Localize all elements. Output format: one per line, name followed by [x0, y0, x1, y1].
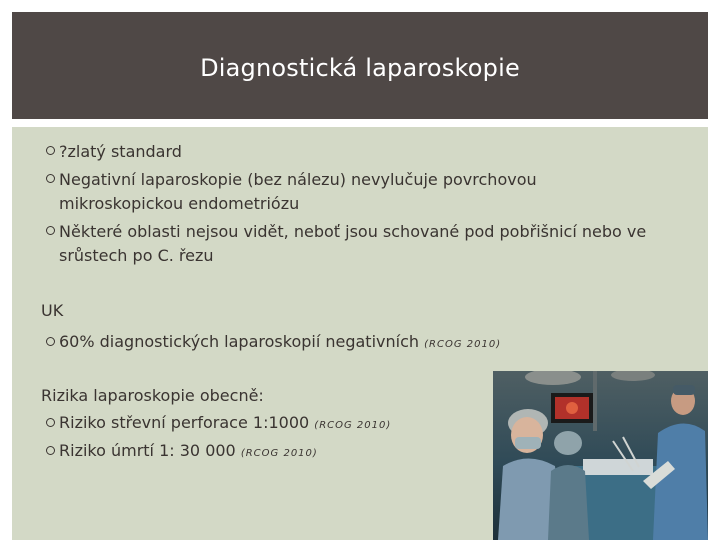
citation: (RCOG 2010) — [424, 339, 502, 350]
bullet-uk-text: 60% diagnostických laparoskopií negativních — [59, 332, 420, 351]
bullet-icon — [46, 146, 55, 155]
bullet-icon — [46, 174, 55, 183]
bullet-icon — [46, 418, 55, 427]
bullet-gold-standard: ?zlatý standard — [59, 142, 182, 161]
heading-risks: Rizika laparoskopie obecně: — [41, 386, 264, 405]
citation: (RCOG 2010) — [240, 448, 318, 459]
bullet-mortality-risk — [59, 438, 318, 467]
title-band — [12, 12, 708, 119]
citation: (RCOG 2010) — [314, 420, 392, 431]
bullet-negative-laparoscopy-line1: Negativní laparoskopie (bez nálezu) nevylučuje povrchovou — [59, 170, 537, 189]
bullet-icon — [46, 226, 55, 235]
bullet-hidden-areas-line2: srůstech po C. řezu — [59, 246, 214, 265]
bullet-perforation-text: Riziko střevní perforace 1:1000 — [59, 413, 310, 432]
bullet-mortality-text: Riziko úmrtí 1: 30 000 — [59, 441, 236, 460]
bullet-negative-laparoscopy-line2: mikroskopickou endometriózu — [59, 194, 300, 213]
surgery-illustration — [493, 371, 708, 540]
bullet-icon — [46, 446, 55, 455]
slide-title: Diagnostická laparoskopie — [200, 54, 520, 82]
bullet-perforation-risk — [59, 410, 391, 439]
bullet-uk-negative — [59, 329, 501, 358]
bullet-hidden-areas-line1: Některé oblasti nejsou vidět, neboť jsou schované pod pobřišnicí nebo ve — [59, 222, 647, 241]
heading-uk: UK — [41, 301, 64, 320]
bullet-icon — [46, 337, 55, 346]
surgery-photo — [493, 371, 708, 540]
